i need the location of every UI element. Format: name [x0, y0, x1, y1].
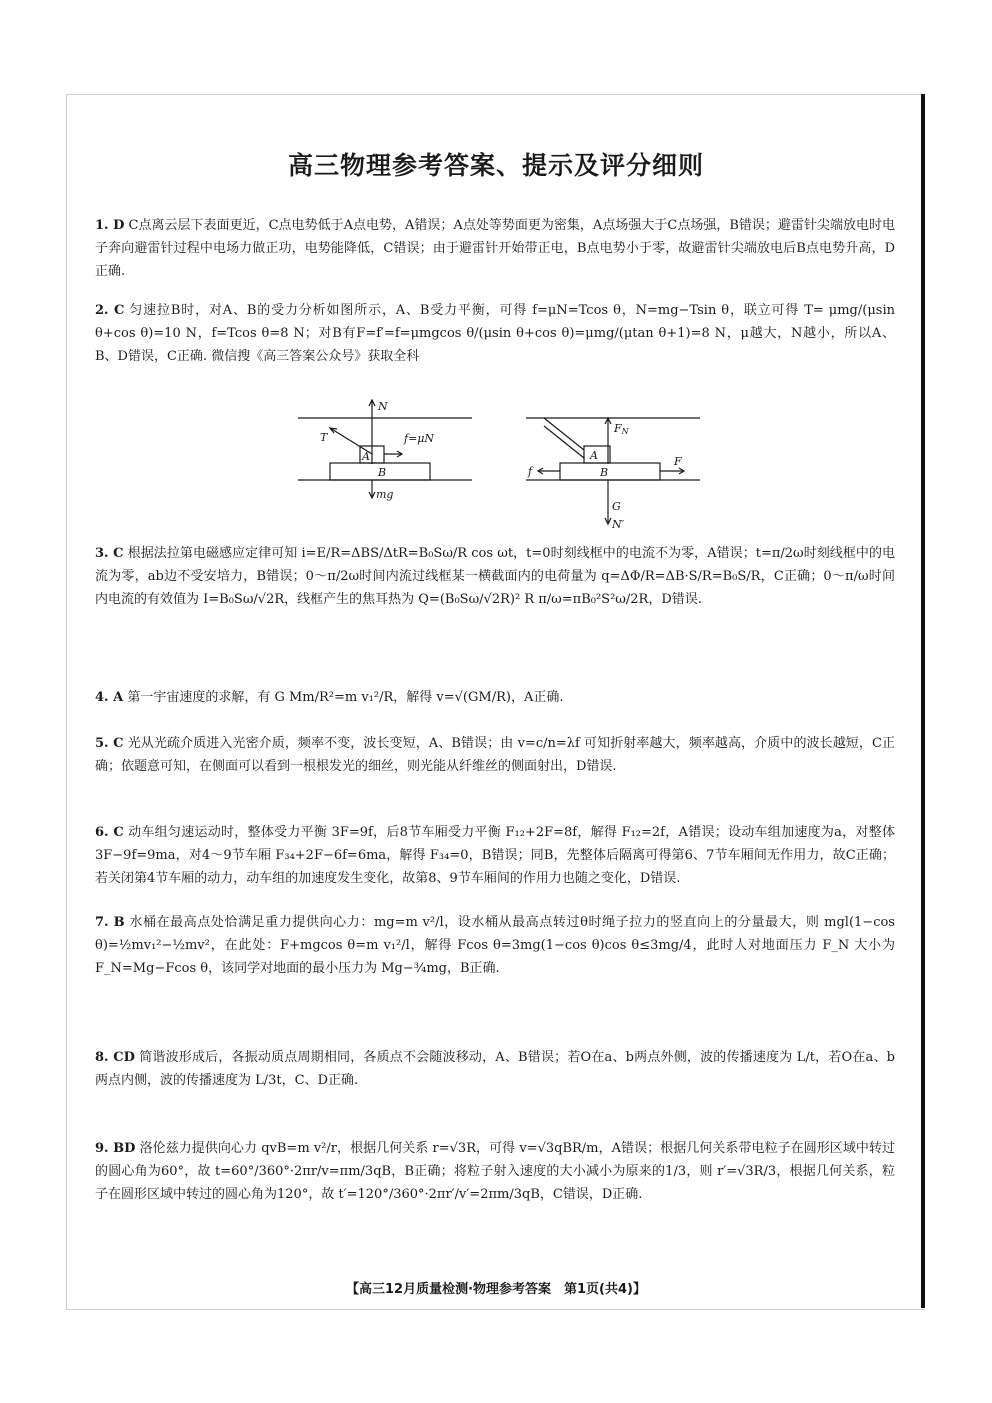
- page-title: 高三物理参考答案、提示及评分细则: [287, 151, 704, 180]
- label-A: A: [362, 450, 370, 463]
- answer-text: 根据法拉第电磁感应定律可知 i=E/R=ΔBS/ΔtR=B₀Sω/R cos ωt，t=0时刻线框中的电流不为零，A错误；t=π/2ω时刻线框中的电流为零，ab边不受安培力，B错误；0～π/2ω时间内流过线框某一横截面内的电荷量为 q=ΔΦ/R=ΔB·S/R=B₀S/R，C正确；0～π/ω时间内电流的有效值为 I=B₀Sω/√2R，线框产生的焦耳热为 Q=(B₀Sω/√2R)² R π/ω=πB₀²S²ω/2R，D错误.: [95, 546, 895, 607]
- label-G: G: [612, 500, 621, 513]
- label-T: T: [320, 431, 328, 444]
- diagram-left: [298, 400, 472, 498]
- answer-text: 光从光疏介质进入光密介质，频率不变，波长变短，A、B错误；由 v=c/n=λf 可知折射率越大，频率越高，介质中的波长越短，C正确；依题意可知，在侧面可以看到一根根发光的细丝，则光能从纤维丝的侧面射出，D错误.: [95, 736, 896, 774]
- page-footer: 【高三12月质量检测·物理参考答案 第1页(共4)】: [345, 1282, 646, 1297]
- label-mg: mg: [376, 488, 394, 501]
- answer-text: 简谐波形成后，各振动质点周期相同，各质点不会随波移动，A、B错误；若O在a、b两点外侧，波的传播速度为 L/t，若O在a、b两点内侧，波的传播速度为 L/3t，C、D正确.: [95, 1050, 895, 1088]
- force-diagrams: [290, 398, 710, 533]
- answer-1: [95, 215, 895, 283]
- answer-number: 3. C: [95, 546, 124, 561]
- answer-6: [95, 822, 895, 890]
- answer-number: 1. D: [95, 218, 125, 233]
- scan-edge: [921, 94, 925, 1308]
- answer-text: C点离云层下表面更近，C点电势低于A点电势，A错误；A点处等势面更为密集，A点场强大于C点场强，B错误；避雷针尖端放电时电子奔向避雷针过程中电场力做正功，电势能降低，C错误；由于避雷针开始带正电，B点电势小于零，故避雷针尖端放电后B点电势升高，D正确.: [95, 218, 896, 279]
- answer-number: 6. C: [95, 825, 124, 840]
- answer-text: 水桶在最高点处恰满足重力提供向心力：mg=m v²/l，设水桶从最高点转过θ时绳子拉力的竖直向上的分量最大，则 mgl(1−cos θ)=½mv₁²−½mv²，在此处：F+mgcos θ=m v₁²/l，解得 Fcos θ=3mg(1−cos θ)cos θ≤3mg/4，此时人对地面压力 F_N 大小为 F_N=Mg−Fcos θ，该同学对地面的最小压力为 Mg−¾mg，B正确.: [95, 915, 895, 976]
- label-B-right: B: [600, 466, 609, 479]
- label-N-prime: N′: [612, 518, 625, 531]
- answer-3: [95, 543, 895, 611]
- answer-number: 2. C: [95, 303, 125, 318]
- label-B: B: [378, 466, 387, 479]
- answer-number: 7. B: [95, 915, 125, 930]
- label-N: N: [378, 400, 388, 413]
- answer-number: 4. A: [95, 690, 124, 705]
- label-f-right: f: [528, 465, 533, 478]
- answer-text: 第一宇宙速度的求解，有 G Mm/R²=m v₁²/R，解得 v=√(GM/R)，A正确.: [127, 690, 564, 705]
- answer-text: 动车组匀速运动时，整体受力平衡 3F=9f，后8节车厢受力平衡 F₁₂+2F=8f，解得 F₁₂=2f，A错误；设动车组加速度为a，对整体 3F−9f=9ma，对4～9节车厢 F₃₄+2F−6f=6ma，解得 F₃₄=0，B错误；同B，先整体后隔离可得第6、7节车厢间无作用力，故C正确；若关闭第4节车厢的动力，动车组的加速度发生变化，故第8、9节车厢间的作用力也随之变化，D错误.: [95, 825, 895, 886]
- answer-5: [95, 733, 895, 779]
- label-f: f=μN: [404, 432, 435, 445]
- answer-2: [95, 300, 895, 368]
- answer-4: [95, 687, 895, 710]
- answer-number: 9. BD: [95, 1141, 136, 1156]
- answer-number: 5. C: [95, 736, 124, 751]
- answer-number: 8. CD: [95, 1050, 135, 1065]
- label-FN: FN: [614, 422, 629, 436]
- answer-text: 洛伦兹力提供向心力 qvB=m v²/r，根据几何关系 r=√3R，可得 v=√3qBR/m，A错误；根据几何关系带电粒子在圆形区域中转过的圆心角为60°，故 t=60°/360°·2πr/v=πm/3qB，B正确；将粒子射入速度的大小减小为原来的1/3，则 r′=√3R/3，根据几何关系，粒子在圆形区域中转过的圆心角为120°，故 t′=120°/360°·2πr′/v′=2πm/3qB，C错误，D正确.: [95, 1141, 895, 1202]
- label-A-right: A: [590, 449, 598, 462]
- answer-7: [95, 912, 895, 980]
- answer-9: [95, 1138, 895, 1206]
- label-F: F: [674, 455, 682, 468]
- answer-8: [95, 1047, 895, 1093]
- answer-text: 匀速拉B时，对A、B的受力分析如图所示，A、B受力平衡，可得 f=μN=Tcos θ，N=mg−Tsin θ，联立可得 T= μmg/(μsin θ+cos θ)=10 N，f=Tcos θ=8 N；对B有F=f′=f=μmgcos θ/(μsin θ+cos θ)=μmg/(μtan θ+1)=8 N，μ越大，N越小，所以A、B、D错误，C正确. 微信搜《高三答案公众号》获取全科: [95, 303, 895, 364]
